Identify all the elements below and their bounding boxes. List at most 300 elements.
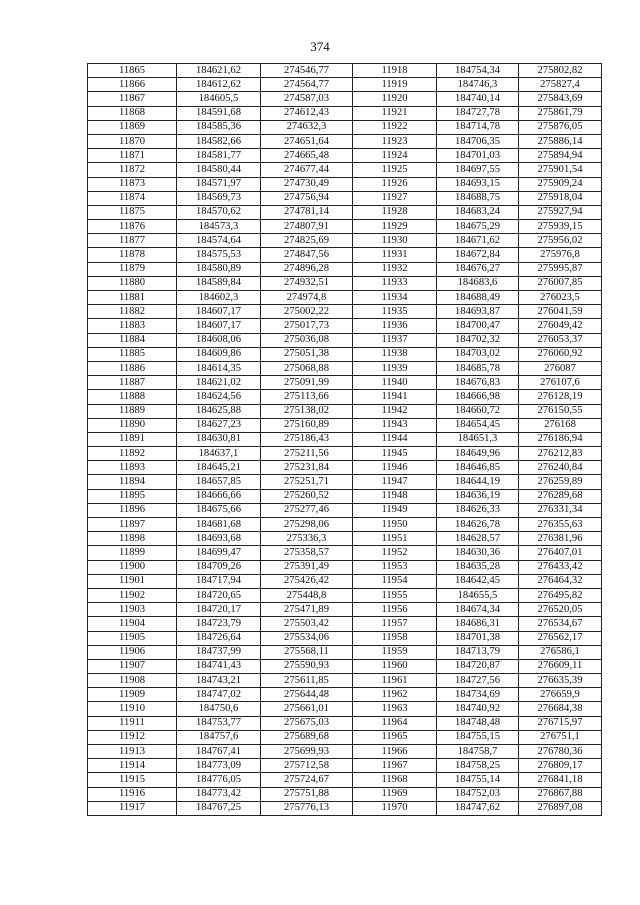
table-cell: 11939 bbox=[353, 361, 437, 375]
table-cell: 11889 bbox=[88, 404, 177, 418]
table-cell: 184626,78 bbox=[437, 518, 519, 532]
table-cell: 11944 bbox=[353, 432, 437, 446]
table-cell: 276495,82 bbox=[519, 588, 602, 602]
table-cell: 274612,43 bbox=[261, 106, 353, 120]
table-cell: 184720,65 bbox=[177, 588, 261, 602]
table-cell: 276635,39 bbox=[519, 674, 602, 688]
table-cell: 11872 bbox=[88, 163, 177, 177]
table-cell: 184580,89 bbox=[177, 262, 261, 276]
table-row bbox=[88, 461, 602, 475]
table-cell: 274730,49 bbox=[261, 177, 353, 191]
table-cell: 276023,5 bbox=[519, 291, 602, 305]
table-cell: 275231,84 bbox=[261, 461, 353, 475]
table-cell: 184727,78 bbox=[437, 106, 519, 120]
table-row bbox=[88, 347, 602, 361]
table-cell: 275939,15 bbox=[519, 220, 602, 234]
table-cell: 275901,54 bbox=[519, 163, 602, 177]
table-cell: 276007,85 bbox=[519, 276, 602, 290]
table-row bbox=[88, 674, 602, 688]
table-cell: 274677,44 bbox=[261, 163, 353, 177]
table-cell: 11901 bbox=[88, 574, 177, 588]
table-cell: 276464,32 bbox=[519, 574, 602, 588]
table-cell: 184630,36 bbox=[437, 546, 519, 560]
table-row bbox=[88, 276, 602, 290]
table-row bbox=[88, 361, 602, 375]
table-cell: 275298,06 bbox=[261, 518, 353, 532]
table-cell: 184627,23 bbox=[177, 418, 261, 432]
table-cell: 275827,4 bbox=[519, 78, 602, 92]
table-cell: 11970 bbox=[353, 801, 437, 815]
table-row bbox=[88, 390, 602, 404]
table-cell: 184621,62 bbox=[177, 64, 261, 78]
table-cell: 184734,69 bbox=[437, 688, 519, 702]
table-cell: 184752,03 bbox=[437, 787, 519, 801]
table-row bbox=[88, 546, 602, 560]
table-cell: 184676,83 bbox=[437, 376, 519, 390]
table-row bbox=[88, 404, 602, 418]
table-cell: 275091,99 bbox=[261, 376, 353, 390]
table-cell: 184754,34 bbox=[437, 64, 519, 78]
table-cell: 276150,55 bbox=[519, 404, 602, 418]
table-cell: 276809,17 bbox=[519, 759, 602, 773]
table-cell: 11904 bbox=[88, 617, 177, 631]
table-cell: 275426,42 bbox=[261, 574, 353, 588]
table-cell: 275260,52 bbox=[261, 489, 353, 503]
table-cell: 184688,49 bbox=[437, 291, 519, 305]
coordinates-table bbox=[87, 63, 602, 816]
table-cell: 276087 bbox=[519, 361, 602, 375]
table-cell: 184683,24 bbox=[437, 205, 519, 219]
table-cell: 275699,93 bbox=[261, 745, 353, 759]
table-row bbox=[88, 617, 602, 631]
table-row bbox=[88, 759, 602, 773]
table-cell: 184580,44 bbox=[177, 163, 261, 177]
table-cell: 184717,94 bbox=[177, 574, 261, 588]
table-cell: 274651,64 bbox=[261, 134, 353, 148]
table-cell: 184614,35 bbox=[177, 361, 261, 375]
table-cell: 276841,18 bbox=[519, 773, 602, 787]
table-cell: 184700,47 bbox=[437, 319, 519, 333]
table-cell: 11926 bbox=[353, 177, 437, 191]
table-cell: 275471,89 bbox=[261, 603, 353, 617]
table-cell: 11887 bbox=[88, 376, 177, 390]
table-row bbox=[88, 447, 602, 461]
table-cell: 184693,15 bbox=[437, 177, 519, 191]
table-row bbox=[88, 518, 602, 532]
table-cell: 184713,79 bbox=[437, 645, 519, 659]
table-cell: 11916 bbox=[88, 787, 177, 801]
table-cell: 11891 bbox=[88, 432, 177, 446]
table-row bbox=[88, 163, 602, 177]
table-cell: 275336,3 bbox=[261, 532, 353, 546]
table-cell: 276168 bbox=[519, 418, 602, 432]
table-cell: 11961 bbox=[353, 674, 437, 688]
table-cell: 276381,96 bbox=[519, 532, 602, 546]
table-cell: 184703,02 bbox=[437, 347, 519, 361]
table-cell: 11913 bbox=[88, 745, 177, 759]
table-cell: 11943 bbox=[353, 418, 437, 432]
table-cell: 274974,8 bbox=[261, 291, 353, 305]
table-cell: 11931 bbox=[353, 248, 437, 262]
table-cell: 275927,94 bbox=[519, 205, 602, 219]
table-cell: 275251,71 bbox=[261, 475, 353, 489]
table-row bbox=[88, 248, 602, 262]
table-cell: 184581,77 bbox=[177, 149, 261, 163]
table-cell: 11897 bbox=[88, 518, 177, 532]
table-row bbox=[88, 191, 602, 205]
table-cell: 275503,42 bbox=[261, 617, 353, 631]
table-cell: 184737,99 bbox=[177, 645, 261, 659]
table-cell: 184688,75 bbox=[437, 191, 519, 205]
table-cell: 275802,82 bbox=[519, 64, 602, 78]
table-cell: 275776,13 bbox=[261, 801, 353, 815]
table-cell: 184624,56 bbox=[177, 390, 261, 404]
table-cell: 11960 bbox=[353, 659, 437, 673]
table-row bbox=[88, 631, 602, 645]
table-cell: 184723,79 bbox=[177, 617, 261, 631]
table-cell: 276751,1 bbox=[519, 730, 602, 744]
table-cell: 275712,58 bbox=[261, 759, 353, 773]
table-row bbox=[88, 801, 602, 815]
table-row bbox=[88, 106, 602, 120]
table-row bbox=[88, 333, 602, 347]
table-cell: 184591,68 bbox=[177, 106, 261, 120]
table-cell: 11884 bbox=[88, 333, 177, 347]
table-row bbox=[88, 730, 602, 744]
table-row bbox=[88, 688, 602, 702]
table-cell: 184676,27 bbox=[437, 262, 519, 276]
table-cell: 184628,57 bbox=[437, 532, 519, 546]
table-cell: 184727,56 bbox=[437, 674, 519, 688]
table-cell: 275590,93 bbox=[261, 659, 353, 673]
table-cell: 11942 bbox=[353, 404, 437, 418]
table-cell: 184681,68 bbox=[177, 518, 261, 532]
table-row bbox=[88, 432, 602, 446]
table-cell: 275956,02 bbox=[519, 234, 602, 248]
table-cell: 184758,25 bbox=[437, 759, 519, 773]
table-cell: 11919 bbox=[353, 78, 437, 92]
table-cell: 11907 bbox=[88, 659, 177, 673]
table-cell: 275976,8 bbox=[519, 248, 602, 262]
table-cell: 276212,83 bbox=[519, 447, 602, 461]
table-cell: 184750,6 bbox=[177, 702, 261, 716]
table-cell: 276049,42 bbox=[519, 319, 602, 333]
table-cell: 276562,17 bbox=[519, 631, 602, 645]
table-cell: 275675,03 bbox=[261, 716, 353, 730]
table-cell: 275391,49 bbox=[261, 560, 353, 574]
table-cell: 276659,9 bbox=[519, 688, 602, 702]
table-cell: 11957 bbox=[353, 617, 437, 631]
table-cell: 275724,67 bbox=[261, 773, 353, 787]
table-cell: 276715,97 bbox=[519, 716, 602, 730]
table-cell: 275002,22 bbox=[261, 305, 353, 319]
table-cell: 184675,29 bbox=[437, 220, 519, 234]
page-number: 374 bbox=[310, 39, 330, 54]
table-row bbox=[88, 787, 602, 801]
table-cell: 11915 bbox=[88, 773, 177, 787]
table-cell: 276041,59 bbox=[519, 305, 602, 319]
table-cell: 184702,32 bbox=[437, 333, 519, 347]
table-cell: 276289,68 bbox=[519, 489, 602, 503]
table-cell: 276609,11 bbox=[519, 659, 602, 673]
table-cell: 184626,33 bbox=[437, 503, 519, 517]
table-cell: 276355,63 bbox=[519, 518, 602, 532]
table-cell: 184693,68 bbox=[177, 532, 261, 546]
table-cell: 11941 bbox=[353, 390, 437, 404]
table-cell: 11892 bbox=[88, 447, 177, 461]
table-cell: 11952 bbox=[353, 546, 437, 560]
table-cell: 11935 bbox=[353, 305, 437, 319]
table-cell: 11938 bbox=[353, 347, 437, 361]
table-cell: 11867 bbox=[88, 92, 177, 106]
table-cell: 184776,05 bbox=[177, 773, 261, 787]
table-cell: 11874 bbox=[88, 191, 177, 205]
table-cell: 184699,47 bbox=[177, 546, 261, 560]
table-cell: 11945 bbox=[353, 447, 437, 461]
table-cell: 11912 bbox=[88, 730, 177, 744]
table-cell: 11929 bbox=[353, 220, 437, 234]
table-cell: 274756,94 bbox=[261, 191, 353, 205]
table-cell: 184602,3 bbox=[177, 291, 261, 305]
table-cell: 276684,38 bbox=[519, 702, 602, 716]
table-cell: 11879 bbox=[88, 262, 177, 276]
table-cell: 276407,01 bbox=[519, 546, 602, 560]
table-row bbox=[88, 376, 602, 390]
table-cell: 274665,48 bbox=[261, 149, 353, 163]
table-row bbox=[88, 120, 602, 134]
table-cell: 11911 bbox=[88, 716, 177, 730]
table-cell: 184636,19 bbox=[437, 489, 519, 503]
table-row bbox=[88, 78, 602, 92]
table-cell: 275611,85 bbox=[261, 674, 353, 688]
table-cell: 184683,6 bbox=[437, 276, 519, 290]
table-cell: 11937 bbox=[353, 333, 437, 347]
table-cell: 11888 bbox=[88, 390, 177, 404]
table-row bbox=[88, 220, 602, 234]
table-cell: 184630,81 bbox=[177, 432, 261, 446]
table-cell: 184674,34 bbox=[437, 603, 519, 617]
table-cell: 11940 bbox=[353, 376, 437, 390]
table-cell: 11953 bbox=[353, 560, 437, 574]
table-cell: 184714,78 bbox=[437, 120, 519, 134]
table-cell: 11933 bbox=[353, 276, 437, 290]
table-row bbox=[88, 149, 602, 163]
table-cell: 184706,35 bbox=[437, 134, 519, 148]
table-cell: 184746,3 bbox=[437, 78, 519, 92]
table-row bbox=[88, 659, 602, 673]
table-cell: 11880 bbox=[88, 276, 177, 290]
table-cell: 275017,73 bbox=[261, 319, 353, 333]
table-cell: 11870 bbox=[88, 134, 177, 148]
table-cell: 276128,19 bbox=[519, 390, 602, 404]
table-cell: 11895 bbox=[88, 489, 177, 503]
table-row bbox=[88, 489, 602, 503]
table-cell: 184607,17 bbox=[177, 319, 261, 333]
table-cell: 184605,5 bbox=[177, 92, 261, 106]
table-cell: 274546,77 bbox=[261, 64, 353, 78]
table-cell: 11905 bbox=[88, 631, 177, 645]
table-cell: 11900 bbox=[88, 560, 177, 574]
table-cell: 184671,62 bbox=[437, 234, 519, 248]
table-cell: 184637,1 bbox=[177, 447, 261, 461]
table-cell: 275909,24 bbox=[519, 177, 602, 191]
table-cell: 276867,88 bbox=[519, 787, 602, 801]
table-cell: 275051,38 bbox=[261, 347, 353, 361]
table-cell: 276780,36 bbox=[519, 745, 602, 759]
table-cell: 11958 bbox=[353, 631, 437, 645]
table-cell: 11966 bbox=[353, 745, 437, 759]
table-cell: 274587,03 bbox=[261, 92, 353, 106]
table-row bbox=[88, 64, 602, 78]
table-cell: 184709,26 bbox=[177, 560, 261, 574]
table-cell: 184585,36 bbox=[177, 120, 261, 134]
table-row bbox=[88, 773, 602, 787]
table-cell: 184741,43 bbox=[177, 659, 261, 673]
table-cell: 184582,66 bbox=[177, 134, 261, 148]
table-cell: 274896,28 bbox=[261, 262, 353, 276]
table-cell: 184773,09 bbox=[177, 759, 261, 773]
table-cell: 11922 bbox=[353, 120, 437, 134]
table-row bbox=[88, 205, 602, 219]
table-cell: 184651,3 bbox=[437, 432, 519, 446]
table-cell: 11898 bbox=[88, 532, 177, 546]
table-cell: 184575,53 bbox=[177, 248, 261, 262]
table-cell: 275138,02 bbox=[261, 404, 353, 418]
table-cell: 276586,1 bbox=[519, 645, 602, 659]
table-row bbox=[88, 560, 602, 574]
table-cell: 274781,14 bbox=[261, 205, 353, 219]
table-cell: 184649,96 bbox=[437, 447, 519, 461]
table-cell: 276534,67 bbox=[519, 617, 602, 631]
table-cell: 275861,79 bbox=[519, 106, 602, 120]
table-cell: 11890 bbox=[88, 418, 177, 432]
table-cell: 184655,5 bbox=[437, 588, 519, 602]
table-cell: 275068,88 bbox=[261, 361, 353, 375]
table-cell: 274632,3 bbox=[261, 120, 353, 134]
table-cell: 11908 bbox=[88, 674, 177, 688]
table-cell: 275661,01 bbox=[261, 702, 353, 716]
table-cell: 11932 bbox=[353, 262, 437, 276]
table-cell: 11965 bbox=[353, 730, 437, 744]
table-cell: 275644,48 bbox=[261, 688, 353, 702]
table-cell: 11962 bbox=[353, 688, 437, 702]
table-cell: 184675,66 bbox=[177, 503, 261, 517]
table-cell: 275036,08 bbox=[261, 333, 353, 347]
table-cell: 184767,41 bbox=[177, 745, 261, 759]
table-cell: 11917 bbox=[88, 801, 177, 815]
table-cell: 184757,6 bbox=[177, 730, 261, 744]
table-cell: 11949 bbox=[353, 503, 437, 517]
table-cell: 184767,25 bbox=[177, 801, 261, 815]
table-cell: 276240,84 bbox=[519, 461, 602, 475]
table-cell: 11955 bbox=[353, 588, 437, 602]
table-row bbox=[88, 503, 602, 517]
table-cell: 276060,92 bbox=[519, 347, 602, 361]
table-cell: 11956 bbox=[353, 603, 437, 617]
table-cell: 11928 bbox=[353, 205, 437, 219]
table-cell: 184726,64 bbox=[177, 631, 261, 645]
table-cell: 184740,14 bbox=[437, 92, 519, 106]
table-cell: 11924 bbox=[353, 149, 437, 163]
table-cell: 184573,3 bbox=[177, 220, 261, 234]
table-cell: 11909 bbox=[88, 688, 177, 702]
table-cell: 184697,55 bbox=[437, 163, 519, 177]
table-cell: 276331,34 bbox=[519, 503, 602, 517]
table-cell: 11930 bbox=[353, 234, 437, 248]
table-cell: 11871 bbox=[88, 149, 177, 163]
table-cell: 275918,04 bbox=[519, 191, 602, 205]
table-cell: 184701,38 bbox=[437, 631, 519, 645]
table-cell: 11954 bbox=[353, 574, 437, 588]
table-cell: 11969 bbox=[353, 787, 437, 801]
table-cell: 11914 bbox=[88, 759, 177, 773]
table-row bbox=[88, 291, 602, 305]
table-row bbox=[88, 319, 602, 333]
table-cell: 184701,03 bbox=[437, 149, 519, 163]
table-cell: 11903 bbox=[88, 603, 177, 617]
table-cell: 11923 bbox=[353, 134, 437, 148]
table-row bbox=[88, 177, 602, 191]
table-cell: 184720,87 bbox=[437, 659, 519, 673]
table-cell: 11885 bbox=[88, 347, 177, 361]
table-cell: 184644,19 bbox=[437, 475, 519, 489]
table-cell: 11881 bbox=[88, 291, 177, 305]
table-cell: 184571,97 bbox=[177, 177, 261, 191]
table-cell: 275358,57 bbox=[261, 546, 353, 560]
table-cell: 11866 bbox=[88, 78, 177, 92]
table-cell: 184608,06 bbox=[177, 333, 261, 347]
table-row bbox=[88, 134, 602, 148]
table-cell: 11959 bbox=[353, 645, 437, 659]
table-cell: 11951 bbox=[353, 532, 437, 546]
table-cell: 184657,85 bbox=[177, 475, 261, 489]
table-cell: 184666,98 bbox=[437, 390, 519, 404]
table-cell: 274564,77 bbox=[261, 78, 353, 92]
table-cell: 184686,31 bbox=[437, 617, 519, 631]
table-cell: 184758,7 bbox=[437, 745, 519, 759]
table-cell: 11894 bbox=[88, 475, 177, 489]
table-cell: 275886,14 bbox=[519, 134, 602, 148]
table-cell: 11873 bbox=[88, 177, 177, 191]
table-cell: 11865 bbox=[88, 64, 177, 78]
table-cell: 184609,86 bbox=[177, 347, 261, 361]
table-row bbox=[88, 305, 602, 319]
table-row bbox=[88, 702, 602, 716]
table-cell: 11910 bbox=[88, 702, 177, 716]
table-cell: 11896 bbox=[88, 503, 177, 517]
table-cell: 275876,05 bbox=[519, 120, 602, 134]
table-cell: 275113,66 bbox=[261, 390, 353, 404]
table-cell: 184672,84 bbox=[437, 248, 519, 262]
table-cell: 275211,56 bbox=[261, 447, 353, 461]
table-cell: 275160,89 bbox=[261, 418, 353, 432]
table-cell: 184625,88 bbox=[177, 404, 261, 418]
table-cell: 11893 bbox=[88, 461, 177, 475]
table-cell: 275894,94 bbox=[519, 149, 602, 163]
table-cell: 184569,73 bbox=[177, 191, 261, 205]
table-cell: 11920 bbox=[353, 92, 437, 106]
table-cell: 11927 bbox=[353, 191, 437, 205]
table-cell: 274932,51 bbox=[261, 276, 353, 290]
table-cell: 11868 bbox=[88, 106, 177, 120]
table-cell: 276107,6 bbox=[519, 376, 602, 390]
table-cell: 11963 bbox=[353, 702, 437, 716]
table-row bbox=[88, 645, 602, 659]
table-cell: 276520,05 bbox=[519, 603, 602, 617]
table-cell: 184685,78 bbox=[437, 361, 519, 375]
table-cell: 275448,8 bbox=[261, 588, 353, 602]
table-cell: 11876 bbox=[88, 220, 177, 234]
